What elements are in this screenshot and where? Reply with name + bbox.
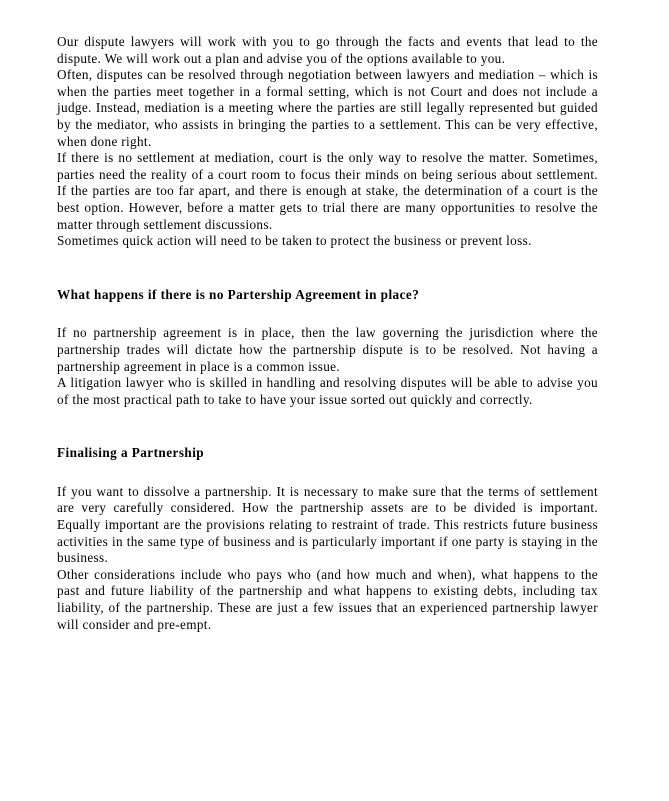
section-finalising-partnership	[57, 445, 598, 633]
paragraph: Often, disputes can be resolved through negotiation between lawyers and mediation – which is when the parties meet together in a formal setting, which is not Court and does not include a judge. Instead, mediation is a meeting where the parties are still legally represented but guided by the mediator, who assists in bringing the parties to a settlement. This can be very effective, when done right.	[57, 67, 598, 149]
section-dispute-process	[57, 34, 598, 250]
spacer	[57, 303, 598, 325]
paragraph: A litigation lawyer who is skilled in handling and resolving disputes will be able to advise you of the most practical path to take to have your issue sorted out quickly and correctly.	[57, 375, 598, 407]
spacer	[57, 408, 598, 445]
paragraph: If you want to dissolve a partnership. It is necessary to make sure that the terms of settlement are very carefully considered. How the partnership assets are to be divided is important. Equally important are the provisions relating to restraint of trade. This restricts future business activities in the same type of business and is particularly important if one party is staying in the business.	[57, 483, 598, 566]
paragraph: Other considerations include who pays who (and how much and when), what happens to the past and future liability of the partnership and what happens to existing debts, including tax liability, of the partnership. These are just a few issues that an experienced partnership lawyer will consider and pre-empt.	[57, 566, 598, 632]
spacer	[57, 250, 598, 287]
section-heading: Finalising a Partnership	[57, 445, 205, 461]
paragraph: If no partnership agreement is in place, then the law governing the jurisdiction where the partnership trades will dictate how the partnership dispute is to be resolved. Not having a partnership agreement in place is a common issue.	[57, 325, 598, 374]
paragraph: If there is no settlement at mediation, court is the only way to resolve the matter. Sometimes, parties need the reality of a court room to focus their minds on being serious about settlement. If the parties are too far apart, and there is enough at stake, the determination of a court is the best option. However, before a matter gets to trial there are many opportunities to resolve the matter through settlement discussions.	[57, 150, 598, 232]
section-heading: What happens if there is no Partership Agreement in place?	[57, 286, 420, 302]
document-page	[57, 34, 598, 633]
spacer	[57, 462, 598, 484]
paragraph: Our dispute lawyers will work with you to go through the facts and events that lead to the dispute. We will work out a plan and advise you of the options available to you.	[57, 34, 598, 66]
section-no-agreement	[57, 287, 598, 409]
paragraph: Sometimes quick action will need to be taken to protect the business or prevent loss.	[57, 233, 532, 249]
